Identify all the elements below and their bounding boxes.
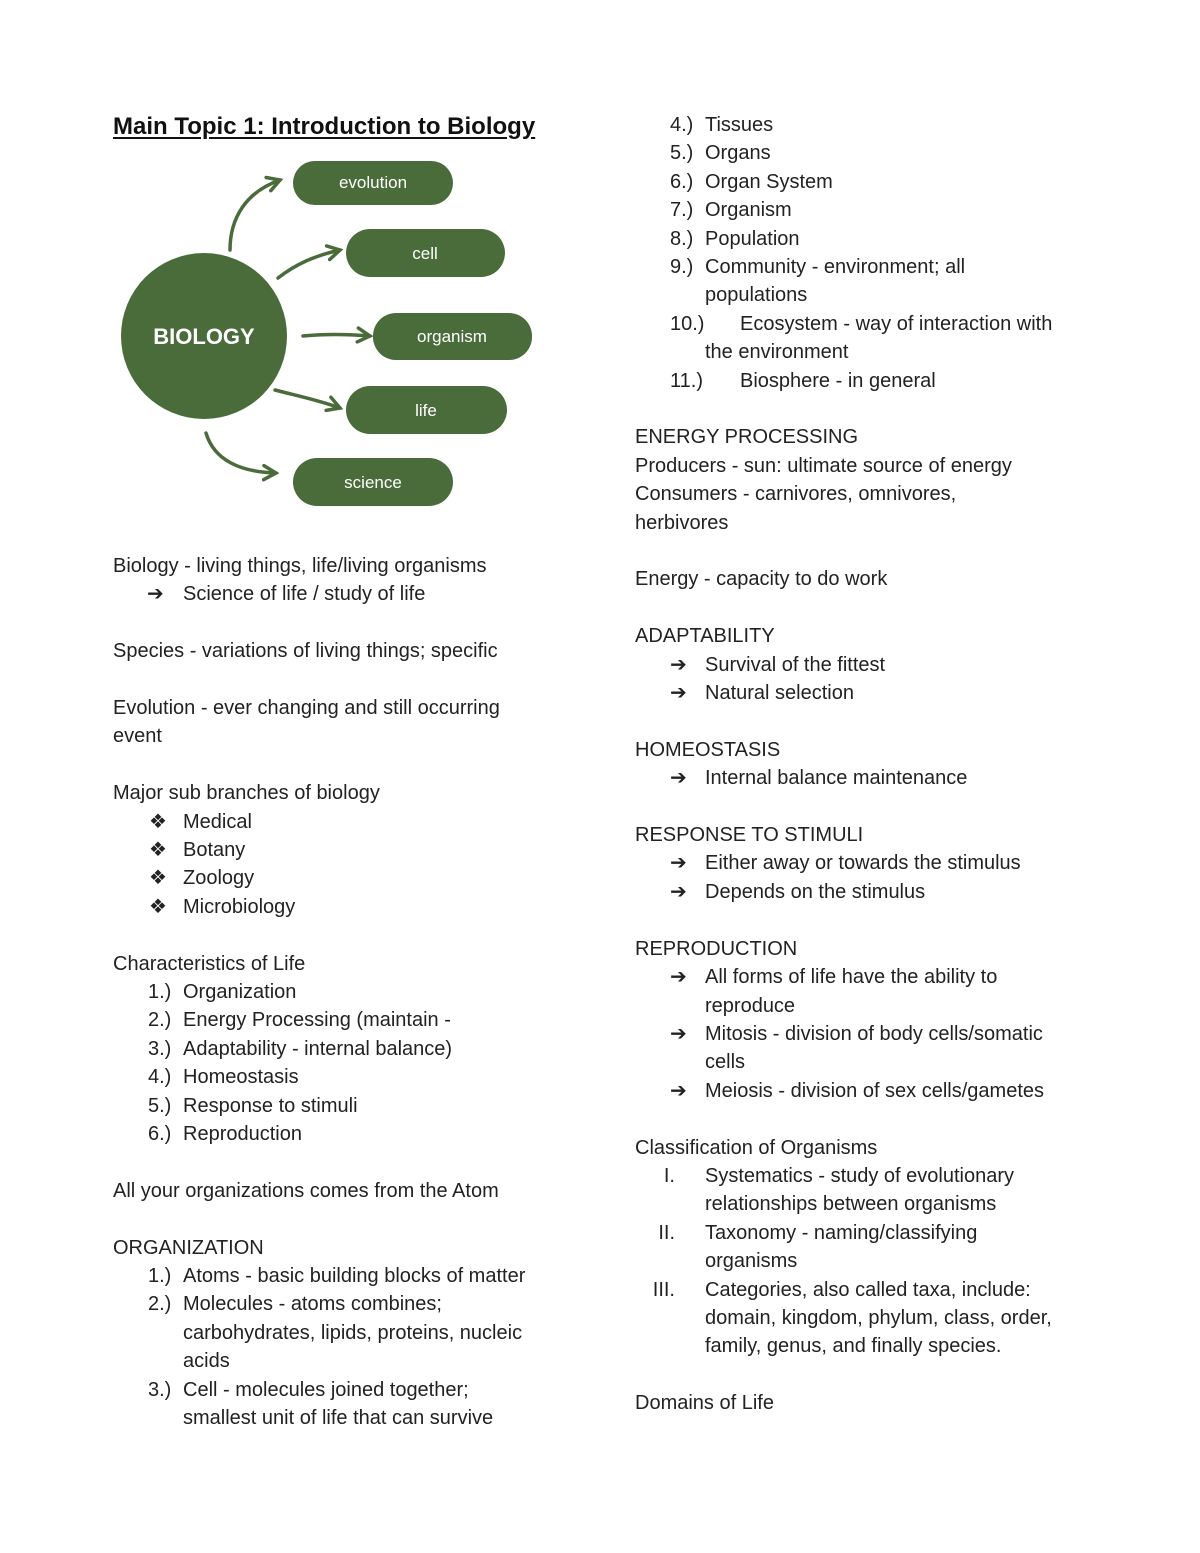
list-item: ➔ Mitosis - division of body cells/somatic cells — [635, 1020, 1105, 1077]
list-item: 6.) Organ System — [670, 170, 833, 193]
energy-heading: ENERGY PROCESSING — [635, 426, 859, 449]
organization-heading: ORGANIZATION — [113, 1236, 264, 1259]
page-title: Main Topic 1: Introduction to Biology — [113, 113, 536, 140]
list-item: ➔ All forms of life have the ability to reproduce — [635, 963, 1105, 1020]
arrow-bullet-icon: ➔ — [670, 682, 687, 705]
arrow-evolution — [230, 180, 280, 250]
arrow-bullet-icon: ➔ — [670, 1079, 687, 1102]
list-item: 1.) Atoms - basic building blocks of matter — [148, 1265, 526, 1288]
biology-center-label: BIOLOGY — [153, 324, 255, 349]
classification-heading: Classification of Organisms — [635, 1136, 878, 1159]
pill-evolution — [293, 161, 453, 205]
diamond-bullet-icon: ❖ — [149, 839, 167, 862]
list-item: II. Taxonomy - naming/classifying organisms — [658, 1221, 978, 1273]
reproduction-heading: REPRODUCTION — [635, 937, 798, 960]
domains-heading: Domains of Life — [635, 1392, 774, 1415]
list-item: ❖ Medical — [113, 808, 583, 836]
adaptability-heading: ADAPTABILITY — [635, 625, 775, 648]
diamond-bullet-icon: ❖ — [149, 895, 167, 918]
list-item: 2.) Molecules - atoms combines; carbohydrates, lipids, proteins, nucleic acids — [148, 1293, 523, 1373]
left-column: Biology - living things, life/living organisms ➔ Science of life / study of life Species - variations of living things; specific Evolution - ever changing and still occurring event Major sub branches of biology ❖ Medical ❖ Botany ❖ Zoology ❖ Microbiology Characteristics of Life 1.) Organization 2.) Energy Processing (maintain - 3.) Adaptability - internal balance) 4.) Homeostasis 5.) Response to stimuli 6.) Reproduction All your organizations comes from the Atom ORGANIZATION 1.) Atoms - basic building blocks of matter 2.) Molecules - atoms combines; carbohydrates, lipids, proteins, nucleic acids 3.) Cell - molecules joined together; smallest unit of life that can survive — [113, 552, 583, 1433]
list-item: 4.) Homeostasis — [148, 1066, 299, 1089]
arrow-cell — [278, 250, 340, 278]
biology-definition: Biology - living things, life/living organisms — [113, 555, 487, 577]
list-item: ➔ Internal balance maintenance — [635, 764, 1105, 792]
list-item: 11.) Biosphere - in general — [670, 369, 936, 392]
arrow-bullet-icon: ➔ — [670, 852, 687, 875]
list-item: ➔ Depends on the stimulus — [635, 878, 1105, 906]
list-item: ➔ Either away or towards the stimulus — [635, 849, 1105, 877]
list-item: 2.) Energy Processing (maintain - — [148, 1009, 451, 1032]
pill-organism — [373, 313, 532, 360]
list-item: 4.) Tissues — [670, 114, 774, 136]
arrow-organism — [303, 335, 370, 337]
response-heading: RESPONSE TO STIMULI — [635, 824, 864, 847]
list-item: 5.) Response to stimuli — [148, 1094, 358, 1117]
list-item: 7.) Organism — [670, 199, 792, 222]
diamond-bullet-icon: ❖ — [149, 867, 167, 890]
biology-diagram — [118, 158, 538, 518]
list-item: 5.) Organs — [670, 142, 771, 165]
pill-life-label: life — [415, 401, 437, 420]
pill-evolution-label: evolution — [338, 173, 408, 192]
pill-science-label: science — [344, 473, 402, 492]
list-item: 3.) Adaptability - internal balance) — [148, 1037, 453, 1060]
arrow-bullet-icon: ➔ — [670, 767, 687, 790]
list-item: ➔ Natural selection — [635, 679, 1105, 707]
pill-cell — [346, 229, 505, 277]
pill-science — [293, 458, 453, 506]
list-item: III. Categories, also called taxa, include: domain, kingdom, phylum, class, order, family, genus, and finally species. — [652, 1278, 1052, 1358]
right-column: 4.) Tissues 5.) Organs 6.) Organ System 7.) Organism 8.) Population 9.) Community - environment; all populations 10.) Ecosystem - way of interaction with the environment 11.) Biosphere - in general ENERGY PROCESSING Producers - sun: ultimate source of energy Consumers - carnivores, omnivores, herbivores Energy - capacity to do work ADAPTABILITY ➔ Survival of the fittest ➔ Natural selection HOMEOSTASIS ➔ Internal balance maintenance RESPONSE TO STIMULI ➔ Either away or towards the stimulus ➔ Depends on the stimulus REPRODUCTION ➔ All forms of life have the ability to reproduce ➔ Mitosis - division of body cells/somatic cells ➔ Meiosis - division of sex cells/gametes Classification of Organisms I. Systematics - study of evolutionary relationships between organisms II. Taxonomy - naming/classifying organisms III. Categories, also called taxa, include: domain, kingdom, phylum, class, order, family, genus, and finally species. Domains of Life — [635, 111, 1105, 1418]
arrow-bullet-icon: ➔ — [670, 880, 687, 903]
species-definition: Species - variations of living things; specific — [113, 640, 498, 663]
branches-heading: Major sub branches of biology — [113, 782, 380, 805]
diamond-bullet-icon: ❖ — [149, 810, 167, 833]
list-item: 6.) Reproduction — [148, 1123, 302, 1146]
list-item: 3.) Cell - molecules joined together; smallest unit of life that can survive — [148, 1378, 494, 1430]
list-item: ❖ Zoology — [113, 864, 583, 892]
characteristics-heading: Characteristics of Life — [113, 952, 306, 975]
pill-cell-label: cell — [412, 244, 438, 263]
energy-definition: Energy - capacity to do work — [635, 568, 888, 591]
list-item: ➔ Meiosis - division of sex cells/gametes — [635, 1077, 1105, 1105]
arrow-bullet-icon: ➔ — [670, 1022, 687, 1045]
evolution-definition: Evolution - ever changing and still occurring — [113, 697, 500, 719]
list-item: I. Systematics - study of evolutionary relationships between organisms — [663, 1164, 1015, 1216]
list-item: 1.) Organization — [148, 981, 297, 1004]
homeostasis-heading: HOMEOSTASIS — [635, 738, 781, 761]
list-item: ➔ Science of life / study of life — [113, 580, 583, 608]
list-item: ❖ Microbiology — [113, 893, 583, 921]
pill-organism-label: organism — [417, 327, 487, 346]
arrow-bullet-icon: ➔ — [670, 966, 687, 989]
list-item: 9.) Community - environment; all populations — [670, 256, 966, 307]
list-item: 8.) Population — [670, 227, 800, 250]
arrow-science — [206, 433, 276, 473]
list-item: 10.) Ecosystem - way of interaction with — [670, 312, 1053, 335]
arrow-bullet-icon: ➔ — [670, 653, 687, 676]
atom-note: All your organizations comes from the Atom — [113, 1179, 499, 1202]
list-item: ➔ Survival of the fittest — [635, 651, 1105, 679]
arrow-life — [275, 390, 340, 408]
pill-life — [346, 386, 507, 434]
arrow-bullet-icon: ➔ — [147, 583, 164, 606]
list-item: ❖ Botany — [113, 836, 583, 864]
